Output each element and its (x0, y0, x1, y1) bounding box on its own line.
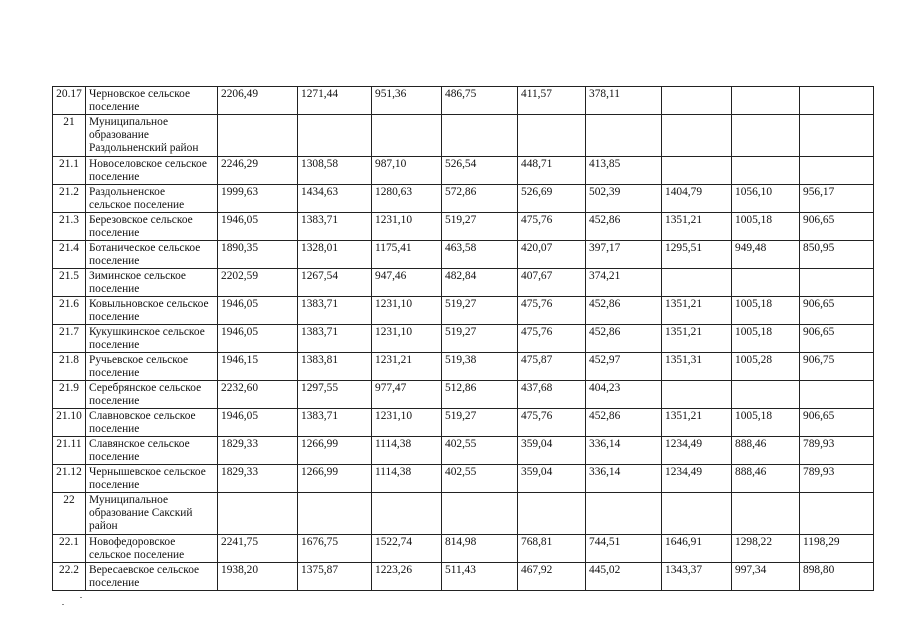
row-number: 21.6 (53, 297, 86, 325)
value-cell: 1234,49 (662, 437, 732, 465)
value-cell (662, 87, 732, 115)
settlement-name: Новофедоровское сельское поселение (86, 535, 218, 563)
value-cell: 519,27 (442, 213, 518, 241)
value-cell: 1271,44 (298, 87, 372, 115)
value-cell: 2206,49 (218, 87, 298, 115)
value-cell: 850,95 (800, 241, 874, 269)
value-cell: 1383,71 (298, 409, 372, 437)
value-cell: 475,76 (518, 213, 586, 241)
value-cell: 526,69 (518, 185, 586, 213)
value-cell: 1175,41 (372, 241, 442, 269)
value-cell: 526,54 (442, 157, 518, 185)
table-row (53, 353, 874, 381)
value-cell: 906,65 (800, 297, 874, 325)
value-cell (732, 269, 800, 297)
value-cell: 1005,18 (732, 297, 800, 325)
value-cell: 744,51 (586, 535, 662, 563)
value-cell: 519,38 (442, 353, 518, 381)
value-cell: 1298,22 (732, 535, 800, 563)
value-cell: 452,86 (586, 213, 662, 241)
value-cell: 402,55 (442, 437, 518, 465)
value-cell: 404,23 (586, 381, 662, 409)
value-cell: 1056,10 (732, 185, 800, 213)
value-cell (442, 115, 518, 157)
value-cell: 1404,79 (662, 185, 732, 213)
settlement-name: Новоселовское сельское поселение (86, 157, 218, 185)
value-cell: 1297,55 (298, 381, 372, 409)
value-cell: 475,87 (518, 353, 586, 381)
value-cell: 1114,38 (372, 465, 442, 493)
value-cell: 359,04 (518, 465, 586, 493)
value-cell (218, 115, 298, 157)
value-cell: 475,76 (518, 409, 586, 437)
value-cell: 947,46 (372, 269, 442, 297)
value-cell: 1266,99 (298, 437, 372, 465)
settlement-name: Ботаническое сельское поселение (86, 241, 218, 269)
value-cell: 2241,75 (218, 535, 298, 563)
value-cell: 814,98 (442, 535, 518, 563)
value-cell: 1005,28 (732, 353, 800, 381)
value-cell: 906,65 (800, 213, 874, 241)
value-cell: 1938,20 (218, 563, 298, 591)
value-cell: 359,04 (518, 437, 586, 465)
value-cell (732, 381, 800, 409)
value-cell: 1223,26 (372, 563, 442, 591)
row-number: 21.4 (53, 241, 86, 269)
tariff-table (52, 86, 874, 591)
value-cell: 1328,01 (298, 241, 372, 269)
settlement-name: Зиминское сельское поселение (86, 269, 218, 297)
value-cell (662, 115, 732, 157)
value-cell: 888,46 (732, 437, 800, 465)
value-cell: 951,36 (372, 87, 442, 115)
row-number: 20.17 (53, 87, 86, 115)
value-cell: 1231,21 (372, 353, 442, 381)
value-cell: 789,93 (800, 465, 874, 493)
value-cell: 486,75 (442, 87, 518, 115)
value-cell: 1829,33 (218, 437, 298, 465)
table-row (53, 297, 874, 325)
value-cell: 511,43 (442, 563, 518, 591)
value-cell: 519,27 (442, 297, 518, 325)
value-cell (586, 115, 662, 157)
value-cell: 1829,33 (218, 465, 298, 493)
value-cell: 1946,05 (218, 409, 298, 437)
settlement-name: Черновское сельское поселение (86, 87, 218, 115)
value-cell (662, 157, 732, 185)
value-cell: 467,92 (518, 563, 586, 591)
value-cell (800, 115, 874, 157)
value-cell: 475,76 (518, 297, 586, 325)
settlement-name: Муниципальное образование Раздольненский район (86, 115, 218, 157)
row-number: 21 (53, 115, 86, 157)
value-cell: 1351,21 (662, 297, 732, 325)
value-cell: 413,85 (586, 157, 662, 185)
value-cell: 1114,38 (372, 437, 442, 465)
value-cell: 1005,18 (732, 213, 800, 241)
value-cell: 437,68 (518, 381, 586, 409)
value-cell: 1646,91 (662, 535, 732, 563)
value-cell (298, 493, 372, 535)
table-row (53, 381, 874, 409)
settlement-name: Вересаевское сельское поселение (86, 563, 218, 591)
row-number: 21.11 (53, 437, 86, 465)
value-cell (800, 87, 874, 115)
row-number: 21.7 (53, 325, 86, 353)
value-cell: 452,86 (586, 325, 662, 353)
value-cell: 2246,29 (218, 157, 298, 185)
table-row (53, 437, 874, 465)
value-cell: 448,71 (518, 157, 586, 185)
value-cell: 1231,10 (372, 325, 442, 353)
value-cell: 512,86 (442, 381, 518, 409)
value-cell: 888,46 (732, 465, 800, 493)
value-cell: 1522,74 (372, 535, 442, 563)
value-cell: 1295,51 (662, 241, 732, 269)
value-cell: 1231,10 (372, 409, 442, 437)
value-cell (518, 115, 586, 157)
table-row (53, 465, 874, 493)
row-number: 22.2 (53, 563, 86, 591)
value-cell: 411,57 (518, 87, 586, 115)
value-cell: 1946,05 (218, 297, 298, 325)
value-cell (732, 157, 800, 185)
row-number: 22 (53, 493, 86, 535)
value-cell (218, 493, 298, 535)
table-row (53, 185, 874, 213)
value-cell: 1676,75 (298, 535, 372, 563)
table-row (53, 535, 874, 563)
table-row (53, 269, 874, 297)
value-cell: 997,34 (732, 563, 800, 591)
value-cell: 789,93 (800, 437, 874, 465)
scan-speck (62, 604, 64, 605)
value-cell (298, 115, 372, 157)
value-cell: 956,17 (800, 185, 874, 213)
value-cell: 1383,71 (298, 213, 372, 241)
value-cell (732, 115, 800, 157)
value-cell: 336,14 (586, 437, 662, 465)
value-cell: 1234,49 (662, 465, 732, 493)
table-row (53, 87, 874, 115)
value-cell: 949,48 (732, 241, 800, 269)
table-row (53, 409, 874, 437)
value-cell: 452,86 (586, 297, 662, 325)
value-cell (662, 269, 732, 297)
value-cell: 768,81 (518, 535, 586, 563)
scan-speck (80, 597, 82, 598)
value-cell (800, 157, 874, 185)
value-cell: 1351,21 (662, 213, 732, 241)
value-cell: 374,21 (586, 269, 662, 297)
value-cell: 1383,71 (298, 325, 372, 353)
row-number: 21.8 (53, 353, 86, 381)
value-cell: 1351,31 (662, 353, 732, 381)
value-cell: 1351,21 (662, 325, 732, 353)
value-cell: 1946,05 (218, 325, 298, 353)
table-row (53, 563, 874, 591)
row-number: 21.9 (53, 381, 86, 409)
value-cell: 1308,58 (298, 157, 372, 185)
value-cell: 397,17 (586, 241, 662, 269)
value-cell: 1280,63 (372, 185, 442, 213)
value-cell: 898,80 (800, 563, 874, 591)
settlement-name: Славянское сельское поселение (86, 437, 218, 465)
value-cell: 1231,10 (372, 297, 442, 325)
value-cell (662, 381, 732, 409)
settlement-name: Муниципальное образование Сакский район (86, 493, 218, 535)
value-cell: 402,55 (442, 465, 518, 493)
value-cell (442, 493, 518, 535)
value-cell: 1267,54 (298, 269, 372, 297)
settlement-name: Березовское сельское поселение (86, 213, 218, 241)
value-cell: 906,75 (800, 353, 874, 381)
settlement-name: Серебрянское сельское поселение (86, 381, 218, 409)
settlement-name: Раздольненское сельское поселение (86, 185, 218, 213)
value-cell: 1890,35 (218, 241, 298, 269)
value-cell: 906,65 (800, 325, 874, 353)
value-cell: 445,02 (586, 563, 662, 591)
row-number: 21.2 (53, 185, 86, 213)
settlement-name: Ручьевское сельское поселение (86, 353, 218, 381)
value-cell: 906,65 (800, 409, 874, 437)
settlement-name: Кукушкинское сельское поселение (86, 325, 218, 353)
value-cell: 407,67 (518, 269, 586, 297)
value-cell: 519,27 (442, 325, 518, 353)
value-cell: 1351,21 (662, 409, 732, 437)
row-number: 21.3 (53, 213, 86, 241)
value-cell (518, 493, 586, 535)
value-cell: 378,11 (586, 87, 662, 115)
value-cell: 1383,81 (298, 353, 372, 381)
value-cell (732, 87, 800, 115)
value-cell (800, 493, 874, 535)
table-row (53, 325, 874, 353)
table-row (53, 115, 874, 157)
value-cell: 1198,29 (800, 535, 874, 563)
value-cell: 463,58 (442, 241, 518, 269)
value-cell: 1946,15 (218, 353, 298, 381)
value-cell: 502,39 (586, 185, 662, 213)
row-number: 21.10 (53, 409, 86, 437)
value-cell (586, 493, 662, 535)
table-row (53, 493, 874, 535)
table-row (53, 241, 874, 269)
value-cell: 519,27 (442, 409, 518, 437)
value-cell: 1383,71 (298, 297, 372, 325)
value-cell: 1434,63 (298, 185, 372, 213)
value-cell: 1999,63 (218, 185, 298, 213)
value-cell: 987,10 (372, 157, 442, 185)
value-cell: 977,47 (372, 381, 442, 409)
value-cell: 1005,18 (732, 409, 800, 437)
value-cell: 420,07 (518, 241, 586, 269)
value-cell (662, 493, 732, 535)
value-cell: 452,97 (586, 353, 662, 381)
value-cell: 572,86 (442, 185, 518, 213)
settlement-name: Славновское сельское поселение (86, 409, 218, 437)
row-number: 21.12 (53, 465, 86, 493)
settlement-name: Чернышевское сельское поселение (86, 465, 218, 493)
row-number: 21.5 (53, 269, 86, 297)
row-number: 21.1 (53, 157, 86, 185)
value-cell: 475,76 (518, 325, 586, 353)
value-cell (372, 115, 442, 157)
value-cell: 1005,18 (732, 325, 800, 353)
table-row (53, 157, 874, 185)
value-cell: 1343,37 (662, 563, 732, 591)
value-cell (372, 493, 442, 535)
value-cell: 2202,59 (218, 269, 298, 297)
value-cell (800, 269, 874, 297)
value-cell (800, 381, 874, 409)
row-number: 22.1 (53, 535, 86, 563)
table-row (53, 213, 874, 241)
settlement-name: Ковыльновское сельское поселение (86, 297, 218, 325)
value-cell: 1375,87 (298, 563, 372, 591)
value-cell: 1231,10 (372, 213, 442, 241)
value-cell: 452,86 (586, 409, 662, 437)
value-cell: 2232,60 (218, 381, 298, 409)
value-cell: 482,84 (442, 269, 518, 297)
value-cell: 1946,05 (218, 213, 298, 241)
value-cell (732, 493, 800, 535)
value-cell: 1266,99 (298, 465, 372, 493)
value-cell: 336,14 (586, 465, 662, 493)
